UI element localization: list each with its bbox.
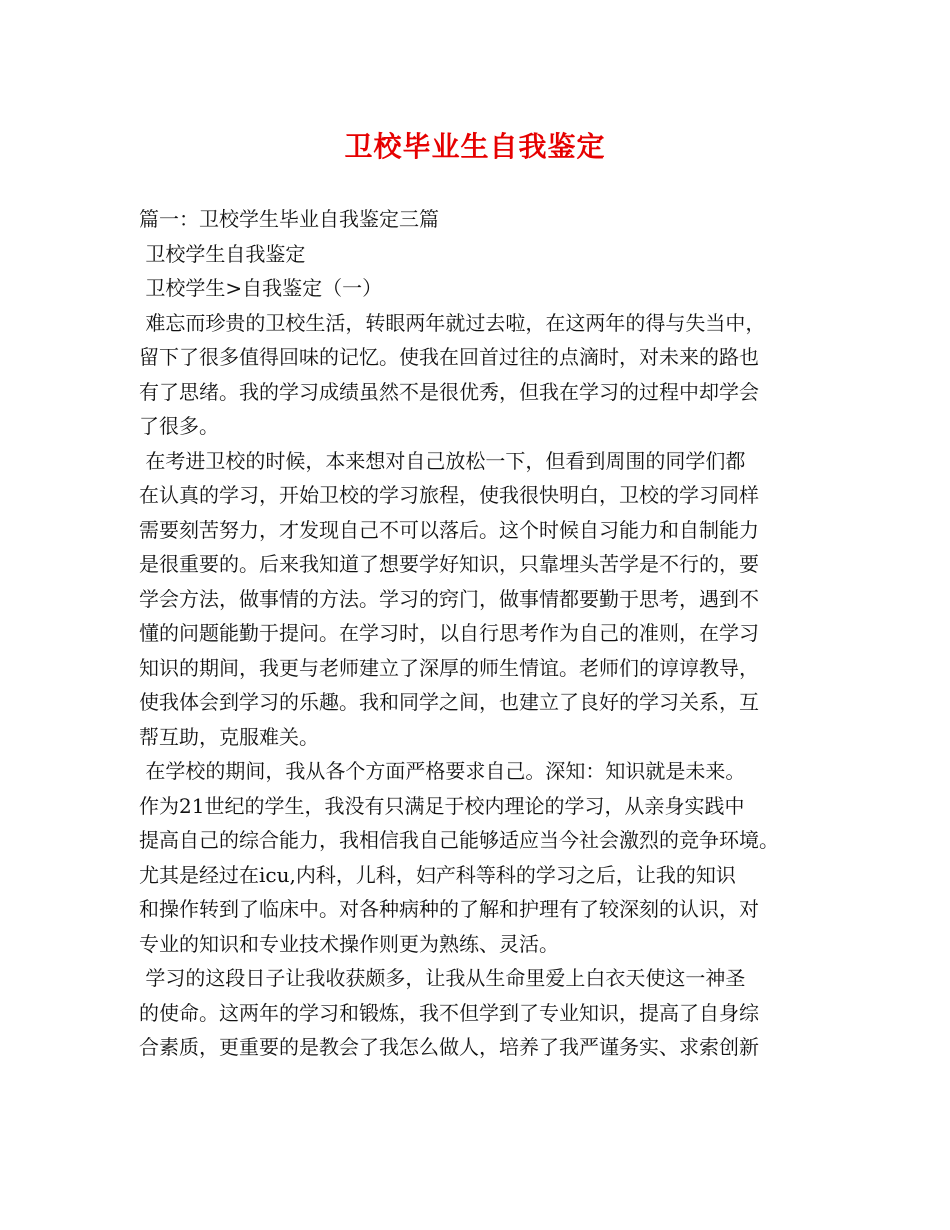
text-line: 提高自己的综合能力，我相信我自己能够适应当今社会激烈的竞争环境。 — [139, 828, 779, 852]
text-line: 合素质，更重要的是教会了我怎么做人，培养了我严谨务实、求索创新 — [139, 1035, 759, 1059]
text-line: 难忘而珍贵的卫校生活，转眼两年就过去啦，在这两年的得与失当中， — [139, 310, 766, 335]
text-line: 在学校的期间，我从各个方面严格要求自己。深知：知识就是未来。 — [139, 759, 746, 783]
text-line: 是很重要的。后来我知道了想要学好知识，只靠埋头苦学是不行的，要 — [139, 552, 759, 576]
text-line: 和操作转到了临床中。对各种病种的了解和护理有了较深刻的认识，对 — [139, 897, 759, 921]
text-line: 的使命。这两年的学习和锻炼，我不但学到了专业知识，提高了自身综 — [139, 1000, 759, 1025]
text-line: 了很多。 — [139, 414, 219, 438]
text-line: 篇一：卫校学生毕业自我鉴定三篇 — [139, 207, 439, 231]
document-title: 卫校毕业生自我鉴定 — [344, 130, 606, 163]
text-line: 学习的这段日子让我收获颇多，让我从生命里爱上白衣天使这一神圣 — [139, 966, 746, 990]
text-line: 在认真的学习，开始卫校的学习旅程，使我很快明白，卫校的学习同样 — [139, 483, 759, 507]
text-line: 留下了很多值得回味的记忆。使我在回首过往的点滴时，对未来的路也 — [139, 345, 759, 369]
document-body — [139, 202, 819, 1065]
text-line: 学会方法，做事情的方法。学习的窍门，做事情都要勤于思考，遇到不 — [139, 586, 759, 611]
text-line: 知识的期间，我更与老师建立了深厚的师生情谊。老师们的谆谆教导， — [139, 655, 759, 680]
text-line: 卫校学生>自我鉴定（一） — [139, 276, 383, 300]
text-line: 尤其是经过在icu,内科，儿科，妇产科等科的学习之后，让我的知识 — [139, 862, 736, 887]
text-line: 在考进卫校的时候，本来想对自己放松一下，但看到周围的同学们都 — [139, 448, 746, 473]
text-line: 帮互助，克服难关。 — [139, 724, 319, 749]
text-line: 需要刻苦努力，才发现自己不可以落后。这个时候自习能力和自制能力 — [139, 517, 759, 542]
text-line: 卫校学生自我鉴定 — [139, 241, 306, 266]
text-line: 懂的问题能勤于提问。在学习时，以自行思考作为自己的准则，在学习 — [139, 621, 759, 645]
text-line: 作为21世纪的学生，我没有只满足于校内理论的学习，从亲身实践中 — [139, 793, 745, 818]
text-line: 有了思绪。我的学习成绩虽然不是很优秀，但我在学习的过程中却学会 — [139, 379, 759, 404]
text-line: 使我体会到学习的乐趣。我和同学之间，也建立了良好的学习关系，互 — [139, 690, 759, 714]
text-line: 专业的知识和专业技术操作则更为熟练、灵活。 — [139, 931, 559, 956]
